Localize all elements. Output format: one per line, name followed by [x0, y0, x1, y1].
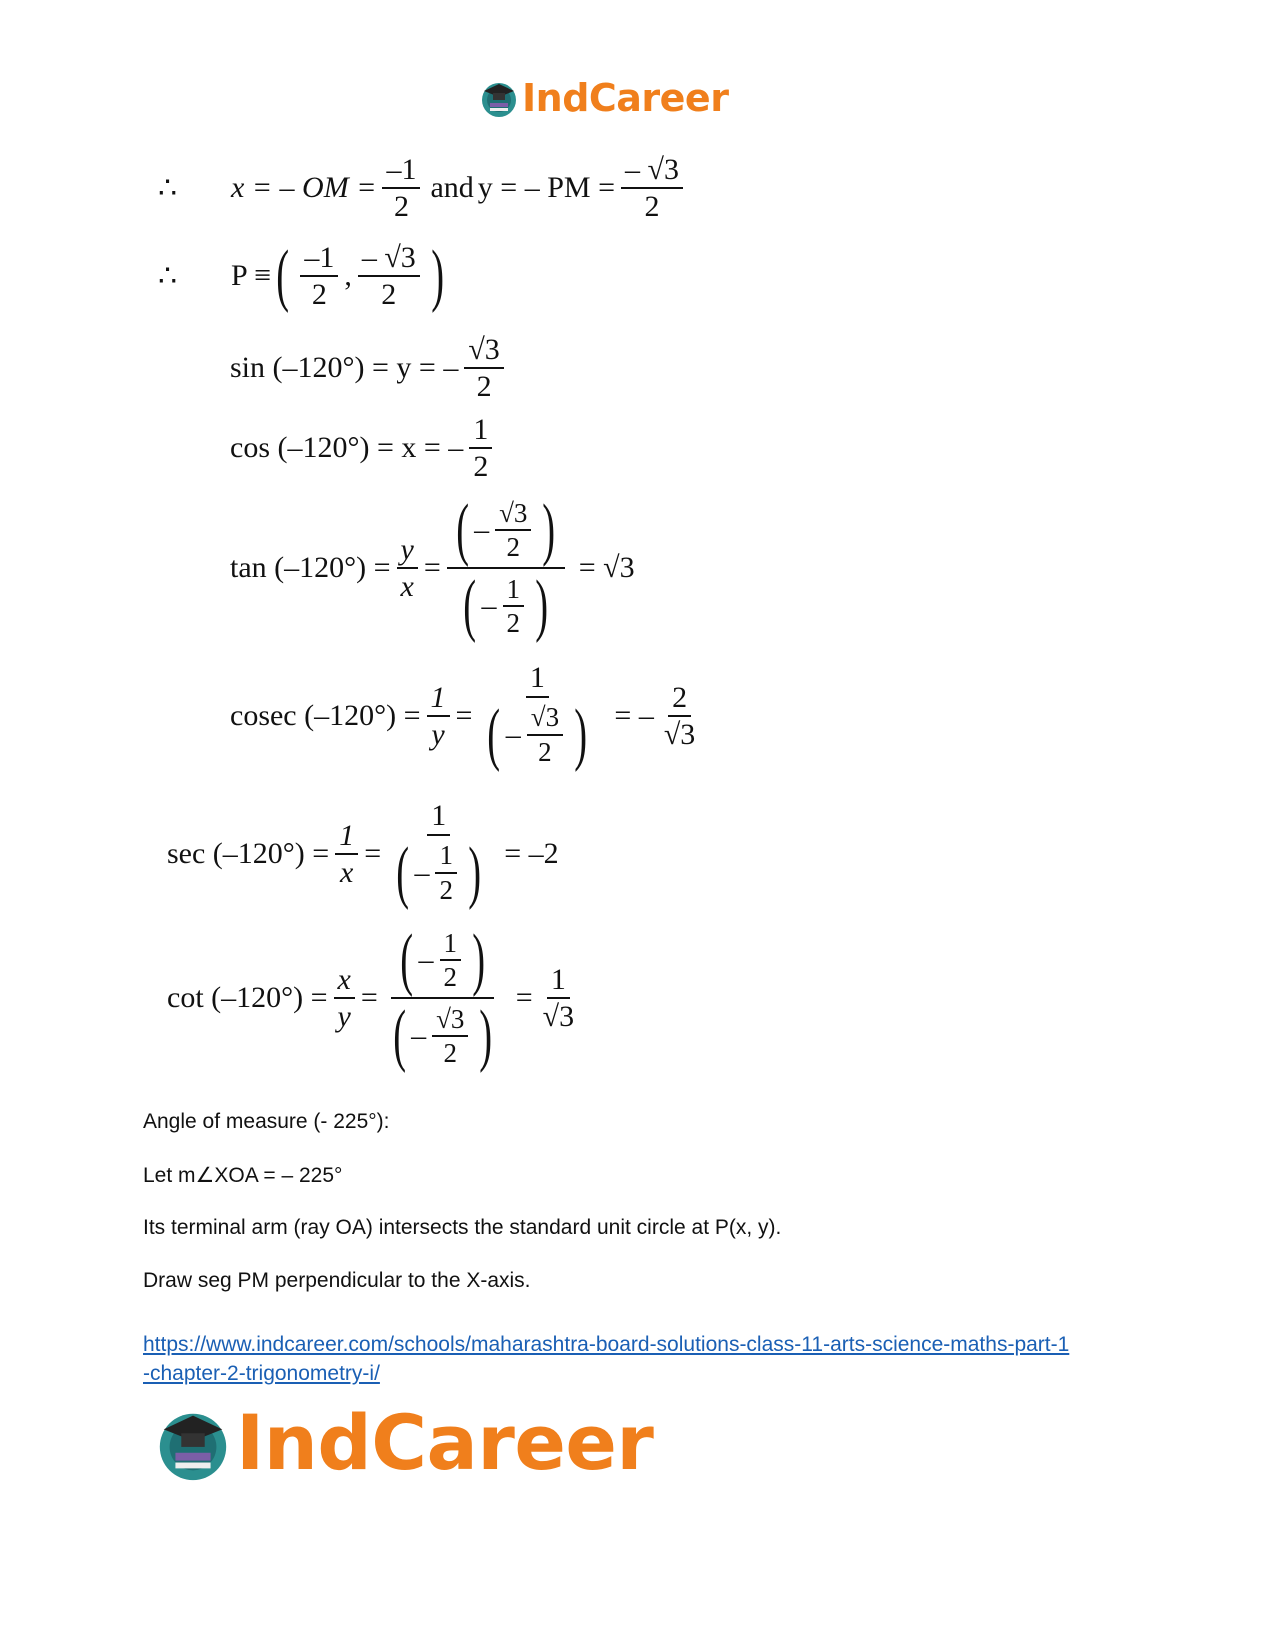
therefore-symbol: ∴	[158, 171, 178, 205]
fraction: $\frac{√3}{2}$	[464, 334, 503, 403]
paragraph-angle-measure: Angle of measure (- 225°):	[143, 1110, 390, 1133]
equation-sin	[230, 332, 510, 404]
cosec-lhs: cosec (–120°) =	[230, 699, 421, 732]
equation-x-y-values	[158, 152, 689, 224]
graduation-cap-globe-icon	[152, 1402, 234, 1484]
cot-lhs: cot (–120°) =	[167, 981, 328, 1014]
paragraph-draw-seg: Draw seg PM perpendicular to the X-axis.	[143, 1269, 531, 1292]
and-word: and	[430, 171, 474, 204]
source-link[interactable]: https://www.indcareer.com/schools/maharashtra-board-solutions-class-11-arts-science-maths-part-1-chapter-2-trigonometry-i/	[143, 1333, 1070, 1385]
equation-cot: cot (–120°) = $\frac{x}{y}$ = ( – $\frac{1}{2}$ ) ( – $\frac{√3}{2}$ ) = $\frac{1}{√3}$	[167, 918, 584, 1078]
fraction: $\frac{1}{y}$	[427, 682, 450, 751]
cos-lhs: cos (–120°) = x = –	[230, 431, 464, 464]
tan-result: = √3	[578, 551, 635, 584]
fraction: $\frac{-1}{2}$	[382, 154, 420, 223]
fraction: $\frac{1}{√3}$	[542, 962, 575, 1033]
equation-sec: sec (–120°) = $\frac{1}{x}$ = 1 ( – $\frac{1}{2}$ ) = –2	[167, 799, 559, 911]
sin-lhs: sin (–120°) = y = –	[230, 351, 459, 384]
footer-logo-text: IndCareer	[236, 1398, 654, 1487]
header-logo-text: IndCareer	[522, 76, 729, 120]
equation-tan: tan (–120°) = $\frac{y}{x}$ = ( – $\frac{√3}{2}$ ) ( – $\frac{1}{2}$ ) = √3	[230, 491, 635, 644]
x-equals-om: x = – OM =	[231, 171, 377, 204]
fraction: $\frac{1}{2}$	[469, 414, 492, 483]
coordinate-pair: ( $\frac{-1}{2}$ , $\frac{- √3}{2}$ )	[276, 237, 444, 314]
header-logo	[478, 76, 728, 120]
sec-result: = –2	[504, 837, 559, 870]
equation-cos	[230, 412, 498, 484]
footer-logo	[152, 1398, 653, 1487]
y-equals-pm: y = – PM =	[477, 171, 615, 204]
fraction: $\frac{- √3}{2}$	[621, 154, 683, 223]
compound-fraction: ( – $\frac{√3}{2}$ ) ( – $\frac{1}{2}$ )	[447, 495, 565, 641]
therefore-symbol: ∴	[158, 259, 178, 293]
fraction: $\frac{1}{x}$	[335, 820, 358, 889]
fraction: $\frac{2}{√3}$	[663, 680, 696, 751]
fraction: $\frac{y}{x}$	[397, 534, 418, 603]
tan-lhs: tan (–120°) =	[230, 551, 391, 584]
paragraph-terminal-arm: Its terminal arm (ray OA) intersects the standard unit circle at P(x, y).	[143, 1216, 782, 1239]
sec-lhs: sec (–120°) =	[167, 837, 330, 870]
fraction: $\frac{x}{y}$	[334, 964, 355, 1033]
compound-fraction: 1 ( – $\frac{1}{2}$ )	[396, 799, 482, 911]
compound-fraction: 1 ( – $\frac{√3}{2}$ )	[487, 661, 588, 773]
graduation-cap-globe-icon	[478, 77, 520, 119]
p-equiv: P ≡	[231, 259, 271, 292]
equation-cosec: cosec (–120°) = $\frac{1}{y}$ = 1 ( – $\frac{√3}{2}$ ) = – $\frac{2}{√3}$	[230, 654, 705, 778]
equation-point-p	[158, 234, 449, 318]
compound-fraction: ( – $\frac{1}{2}$ ) ( – $\frac{√3}{2}$ )	[393, 921, 493, 1074]
paragraph-let-angle: Let m∠XOA = – 225°	[143, 1164, 343, 1187]
